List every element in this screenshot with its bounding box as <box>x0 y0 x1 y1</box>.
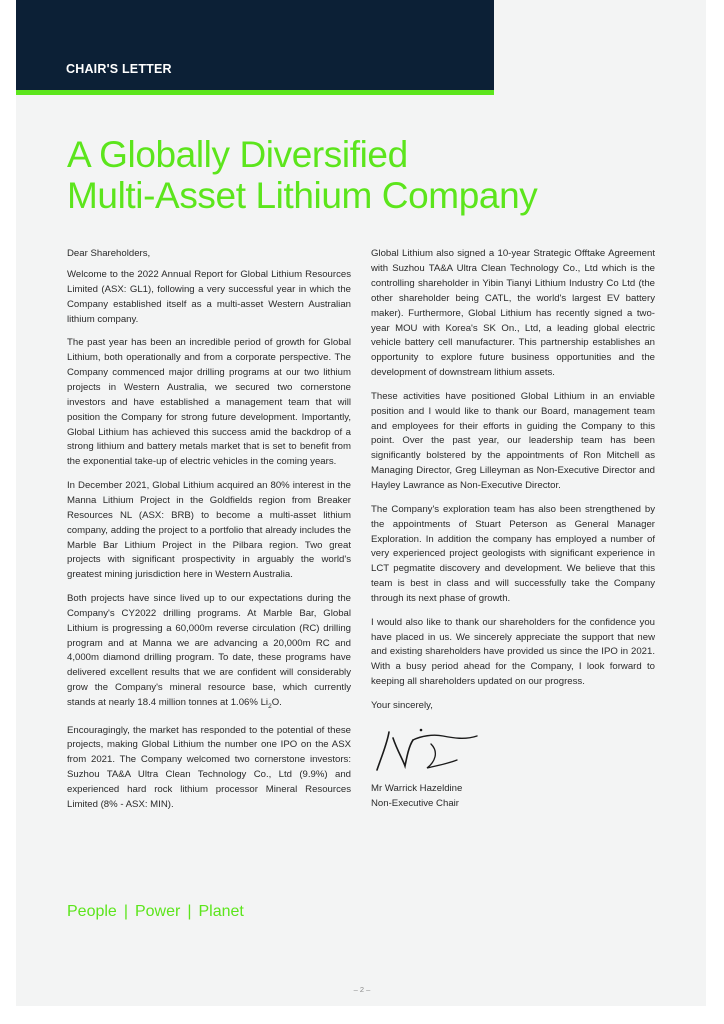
paragraph-thanks-shareholders: I would also like to thank our shareholders for the confidence you have placed in us. We sincerely appreciate the support that new and existing shareholders have provided us since the IPO in 2021. With a busy period ahead for the Company, I look forward to keeping all shareholders updated on our progress. <box>371 616 655 688</box>
section-label: CHAIR'S LETTER <box>66 62 172 76</box>
header-band <box>16 0 494 90</box>
signatory-name: Mr Warrick Hazeldine <box>371 783 463 795</box>
salutation: Dear Shareholders, <box>67 248 151 259</box>
page-title-line-1: A Globally Diversified <box>67 134 408 175</box>
page-title-line-2: Multi-Asset Lithium Company <box>67 175 538 216</box>
paragraph-drilling-text: Both projects have since lived up to our expectations during the Company's CY2022 drilling programs. At Marble Bar, Global Lithium is progressing a 60,000m reverse circulation (RC) drilling program and at Manna we are advancing a 20,000m RC and 4,000m diamond drilling program. To date, these programs have delivered excellent results that we are confident will considerably grow the Company's mineral resource base, which currently stands at nearly 18.4 million tonnes at 1.06% Li <box>67 592 351 709</box>
paragraph-drilling-suffix: O. <box>271 697 282 709</box>
paragraph-drilling <box>67 592 351 715</box>
paragraph-welcome: Welcome to the 2022 Annual Report for Global Lithium Resources Limited (ASX: GL1), following a very successful year in which the Company established itself as a multi-asset Western Australian lithium company. <box>67 268 351 325</box>
paragraph-market: Encouragingly, the market has responded to the potential of these projects, making Global Lithium the number one IPO on the ASX from 2021. The Company welcomed two cornerstone investors: Suzhou TA&A Ultra Clean Technology Co., Ltd (9.9%) and experienced hard rock lithium processor Mineral Resources Limited (8% - ASX: MIN). <box>67 724 351 811</box>
closing-line: Your sincerely, <box>371 699 433 711</box>
paragraph-offtake: Global Lithium also signed a 10-year Strategic Offtake Agreement with Suzhou TA&A Ultra Clean Technology Co., Ltd which is the controlling shareholder in Yibin Tianyi Lithium Industry Co Ltd (the other shareholder being CATL, the world's largest EV battery maker). Furthermore, Global Lithium has recently signed a two-year MOU with Korea's SK On., Ltd, a leading global electric vehicle battery cell manufacturer. This partnership establishes an opportunity to explore future business opportunities and the development of downstream lithium assets. <box>371 248 655 379</box>
letter-column-left <box>67 247 351 822</box>
tagline-people: People <box>67 903 117 920</box>
tagline-planet: Planet <box>198 903 244 920</box>
tagline-separator: | <box>123 903 128 920</box>
page-number: – 2 – <box>353 985 371 994</box>
letter-column-right <box>371 247 655 821</box>
header-accent-stripe <box>16 90 494 95</box>
page-title <box>67 134 537 216</box>
paragraph-exploration-team: The Company's exploration team has also been strengthened by the appointments of Stuart Peterson as General Manager Exploration. In addition the company has employed a number of very experienced project geologists with significant experience in LCT pegmatite discovery and development. We believe that this team is best in class and will successfully take the Company through its next phase of growth. <box>371 503 655 605</box>
paragraph-thanks-board: These activities have positioned Global Lithium in an enviable position and I would like to thank our Board, management team and employees for their efforts in guiding the Company to this point. Over the past year, our leadership team has been significantly bolstered by the appointments of Ron Mitchell as Managing Director, Greg Lilleyman as Non-Executive Director and Hayley Lawrance as Non-Executive Director. <box>371 390 655 492</box>
signatory-title: Non-Executive Chair <box>371 798 459 810</box>
paragraph-acquisition: In December 2021, Global Lithium acquired an 80% interest in the Manna Lithium Project in the Goldfields region from Breaker Resources NL (ASX: BRB) to become a multi-asset lithium company, adding the project to a portfolio that already includes the Marble Bar Lithium Project in the Pilbara region. Two great projects with significant prospectivity in arguably the world's greatest mining jurisdiction here in Western Australia. <box>67 479 351 581</box>
tagline-separator: | <box>187 903 192 920</box>
paragraph-growth: The past year has been an incredible period of growth for Global Lithium, both operationally and from a corporate perspective. The Company commenced major drilling programs at our two lithium projects in Western Australia, we secured two cornerstone investors and have established a management team that will position the Company for strong future development. Importantly, Global Lithium has achieved this success amid the backdrop of a strong lithium and battery metals market that is set to benefit from the exponential take-up of electric vehicles in the coming years. <box>67 337 351 468</box>
signature-image <box>373 722 483 778</box>
signatory-block <box>371 782 655 812</box>
tagline-power: Power <box>134 903 181 920</box>
footer-tagline <box>67 903 244 921</box>
lithium-oxide-subscript: 2 <box>268 703 272 711</box>
